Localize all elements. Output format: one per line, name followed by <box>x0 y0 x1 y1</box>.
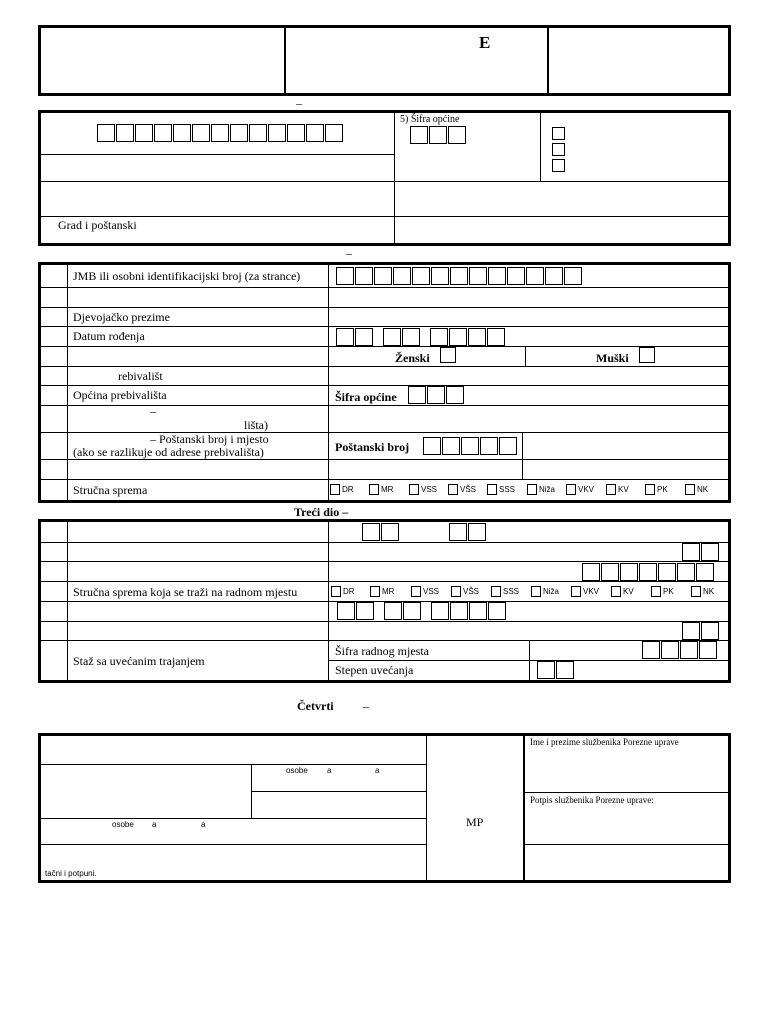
sprema-option[interactable] <box>409 484 437 496</box>
zenski-checkbox[interactable] <box>440 347 456 363</box>
sifra-opcine-label: 5) Šifra općine <box>400 114 460 125</box>
sprema-option[interactable] <box>651 586 674 598</box>
sprema-option[interactable] <box>611 586 634 598</box>
section4-title: Četvrti <box>297 699 334 713</box>
sifra-radnog-label: Šifra radnog mjesta <box>335 644 429 658</box>
sprema-option-label: MR <box>381 485 394 494</box>
sprema-checkbox[interactable] <box>331 586 341 597</box>
header-box <box>38 25 731 96</box>
sprema-checkbox[interactable] <box>448 484 458 495</box>
sprema-checkbox[interactable] <box>691 586 701 597</box>
sprema-checkbox[interactable] <box>451 586 461 597</box>
s3-row1-boxes-b[interactable] <box>449 523 487 541</box>
sprema-checkbox[interactable] <box>369 484 379 495</box>
s2-row-line <box>38 459 731 460</box>
a-text-3: a <box>152 820 157 829</box>
s2-row-line <box>38 479 731 480</box>
grad-label: Grad i poštanski <box>58 218 137 232</box>
s2-row-line <box>38 385 731 386</box>
s2-row-line <box>38 287 731 288</box>
sprema-option-label: DR <box>343 587 355 596</box>
s2-row-line <box>38 366 731 367</box>
s1-checkbox-1[interactable] <box>552 127 565 140</box>
tacni-label: tačni i potpuni. <box>45 869 97 878</box>
sprema-option[interactable] <box>491 586 519 598</box>
s4-col-mp-right <box>523 733 525 883</box>
s1-checkbox-2[interactable] <box>552 143 565 156</box>
razlikuje-label: (ako se razlikuje od adrese prebivališta) <box>73 445 264 459</box>
sprema-option-label: PK <box>657 485 668 494</box>
s1-checkbox-3[interactable] <box>552 159 565 172</box>
s2-postanski-divider <box>522 432 523 479</box>
section-separator: – <box>346 246 352 260</box>
sprema-checkbox[interactable] <box>645 484 655 495</box>
mp-label: MP <box>466 815 484 829</box>
sprema-option[interactable] <box>685 484 708 496</box>
djevojacko-label: Djevojačko prezime <box>73 310 170 324</box>
s4-line <box>38 844 426 845</box>
sprema-checkbox[interactable] <box>491 586 501 597</box>
section4-dash: – <box>363 699 369 713</box>
sprema-option[interactable] <box>527 484 555 496</box>
sprema-option[interactable] <box>566 484 594 496</box>
sprema-checkbox[interactable] <box>606 484 616 495</box>
sprema-option-label: VŠS <box>460 485 477 494</box>
sprema-checkbox[interactable] <box>651 586 661 597</box>
opcina-prebivalista-label: Općina prebivališta <box>73 388 167 402</box>
form-code: E <box>479 33 491 52</box>
sprema-checkbox[interactable] <box>527 484 537 495</box>
sprema-option[interactable] <box>330 484 354 496</box>
sprema-option[interactable] <box>691 586 714 598</box>
muski-checkbox[interactable] <box>639 347 655 363</box>
s2-row-line <box>38 326 731 327</box>
sprema-option[interactable] <box>331 586 355 598</box>
sprema-option-label: VSS <box>423 587 440 596</box>
s1-hline <box>38 181 731 182</box>
a-text-2: a <box>375 766 380 775</box>
s2-gender-divider <box>525 346 526 366</box>
sprema-option[interactable] <box>369 484 393 496</box>
s3-date-boxes[interactable] <box>337 602 507 620</box>
sprema-option-label: KV <box>623 587 634 596</box>
sprema-option-label: Niža <box>543 587 560 596</box>
sprema-checkbox[interactable] <box>566 484 576 495</box>
sprema-checkbox[interactable] <box>531 586 541 597</box>
a-text-1: a <box>327 766 332 775</box>
sprema-checkbox[interactable] <box>411 586 421 597</box>
postanski-broj-label: Poštanski broj <box>335 440 410 454</box>
sifra-opcine-s2-label: Šifra općine <box>335 390 397 404</box>
sprema-option[interactable] <box>451 586 479 598</box>
sprema-option-label: MR <box>382 587 395 596</box>
postanski-mjesto-label: – Poštanski broj i mjesto <box>150 432 269 446</box>
dash-label: – <box>150 404 156 418</box>
s2-row-line <box>38 307 731 308</box>
lista-label: lišta) <box>244 418 268 432</box>
rebivaliste-label: rebivališt <box>118 369 163 383</box>
s1-opcina-boxes[interactable] <box>410 126 467 144</box>
sprema-option[interactable] <box>448 484 476 496</box>
s4-line <box>38 818 426 819</box>
datum-rodjenja-label: Datum rođenja <box>73 329 145 343</box>
s3-row-line <box>38 581 731 582</box>
s4-col-mp-left <box>426 733 427 883</box>
header-divider-2 <box>547 25 549 96</box>
s2-row-line <box>38 432 731 433</box>
sprema-option[interactable] <box>531 586 559 598</box>
sprema-option-label: Niža <box>539 485 556 494</box>
osobe-text-1: osobe <box>286 766 308 775</box>
sprema-option[interactable] <box>411 586 439 598</box>
s4-line <box>524 844 731 845</box>
s1-hline <box>38 216 731 217</box>
s3-row6-boxes[interactable] <box>682 622 720 640</box>
sprema-checkbox[interactable] <box>370 586 380 597</box>
s2-row-line <box>38 405 731 406</box>
sprema-option-label: VKV <box>578 485 595 494</box>
osobe-text-2: osobe <box>112 820 134 829</box>
sprema-option-label: SSS <box>499 485 516 494</box>
jmb-label: JMB ili osobni identifikacijski broj (za strance) <box>73 269 301 283</box>
s1-vdivider <box>394 110 395 246</box>
sprema-checkbox[interactable] <box>409 484 419 495</box>
sprema-option[interactable] <box>571 586 599 598</box>
jmb-boxes[interactable] <box>336 267 583 285</box>
sifra-radnog-boxes[interactable] <box>642 641 718 659</box>
s3-row-line <box>328 660 731 661</box>
s2-number-col <box>67 262 68 503</box>
s1-number-boxes[interactable] <box>97 124 344 142</box>
s3-row-line <box>38 621 731 622</box>
sprema-option-label: DR <box>342 485 354 494</box>
sprema-option-label: SSS <box>503 587 520 596</box>
muski-label: Muški <box>596 351 629 365</box>
section-separator: – <box>296 96 302 110</box>
s4-line <box>38 764 426 765</box>
s4-line <box>251 791 427 792</box>
sprema-option-label: PK <box>663 587 674 596</box>
datum-rodjenja-boxes[interactable] <box>336 328 506 346</box>
stepen-boxes[interactable] <box>537 661 575 679</box>
postanski-broj-boxes[interactable] <box>423 437 518 455</box>
sprema-checkbox[interactable] <box>571 586 581 597</box>
s3-inner-col <box>529 640 530 683</box>
s1-hline <box>38 154 394 155</box>
s3-row-line <box>38 561 731 562</box>
strucna-sprema-trazi-label: Stručna sprema koja se traži na radnom mjestu <box>73 585 298 599</box>
sprema-checkbox[interactable] <box>330 484 340 495</box>
s3-row-line <box>38 640 731 641</box>
sprema-option[interactable] <box>606 484 629 496</box>
section4-box <box>38 733 731 883</box>
sprema-checkbox[interactable] <box>611 586 621 597</box>
s4-line <box>524 792 731 793</box>
sprema-option-label: KV <box>618 485 629 494</box>
s1-vdivider-right <box>540 110 541 182</box>
sprema-option-label: VSS <box>421 485 438 494</box>
strucna-sprema-label: Stručna sprema <box>73 483 148 497</box>
section3-title: Treći dio – <box>294 505 349 519</box>
s3-row1-boxes-a[interactable] <box>362 523 400 541</box>
sprema-option[interactable] <box>370 586 394 598</box>
ime-prezime-label: Ime i prezime službenika Porezne uprave <box>530 737 679 747</box>
s2-row-line <box>38 346 731 347</box>
stepen-label: Stepen uvećanja <box>335 663 414 677</box>
sifra-opcine-boxes[interactable] <box>408 386 465 404</box>
sprema-option[interactable] <box>487 484 515 496</box>
a-text-4: a <box>201 820 206 829</box>
sprema-option-label: VKV <box>583 587 600 596</box>
sprema-option[interactable] <box>645 484 668 496</box>
potpis-label: Potpis službenika Porezne uprave: <box>530 795 654 805</box>
sprema-option-label: VŠS <box>463 587 480 596</box>
zenski-label: Ženski <box>395 351 430 365</box>
staz-label: Staž sa uvećanim trajanjem <box>73 654 205 668</box>
sprema-checkbox[interactable] <box>685 484 695 495</box>
s3-row-line <box>38 542 731 543</box>
sprema-option-label: NK <box>703 587 715 596</box>
s3-row3-boxes[interactable] <box>582 563 715 581</box>
header-divider-1 <box>284 25 286 96</box>
s3-row2-boxes[interactable] <box>682 543 720 561</box>
sprema-option-label: NK <box>697 485 709 494</box>
sprema-checkbox[interactable] <box>487 484 497 495</box>
s2-label-col <box>328 262 329 503</box>
